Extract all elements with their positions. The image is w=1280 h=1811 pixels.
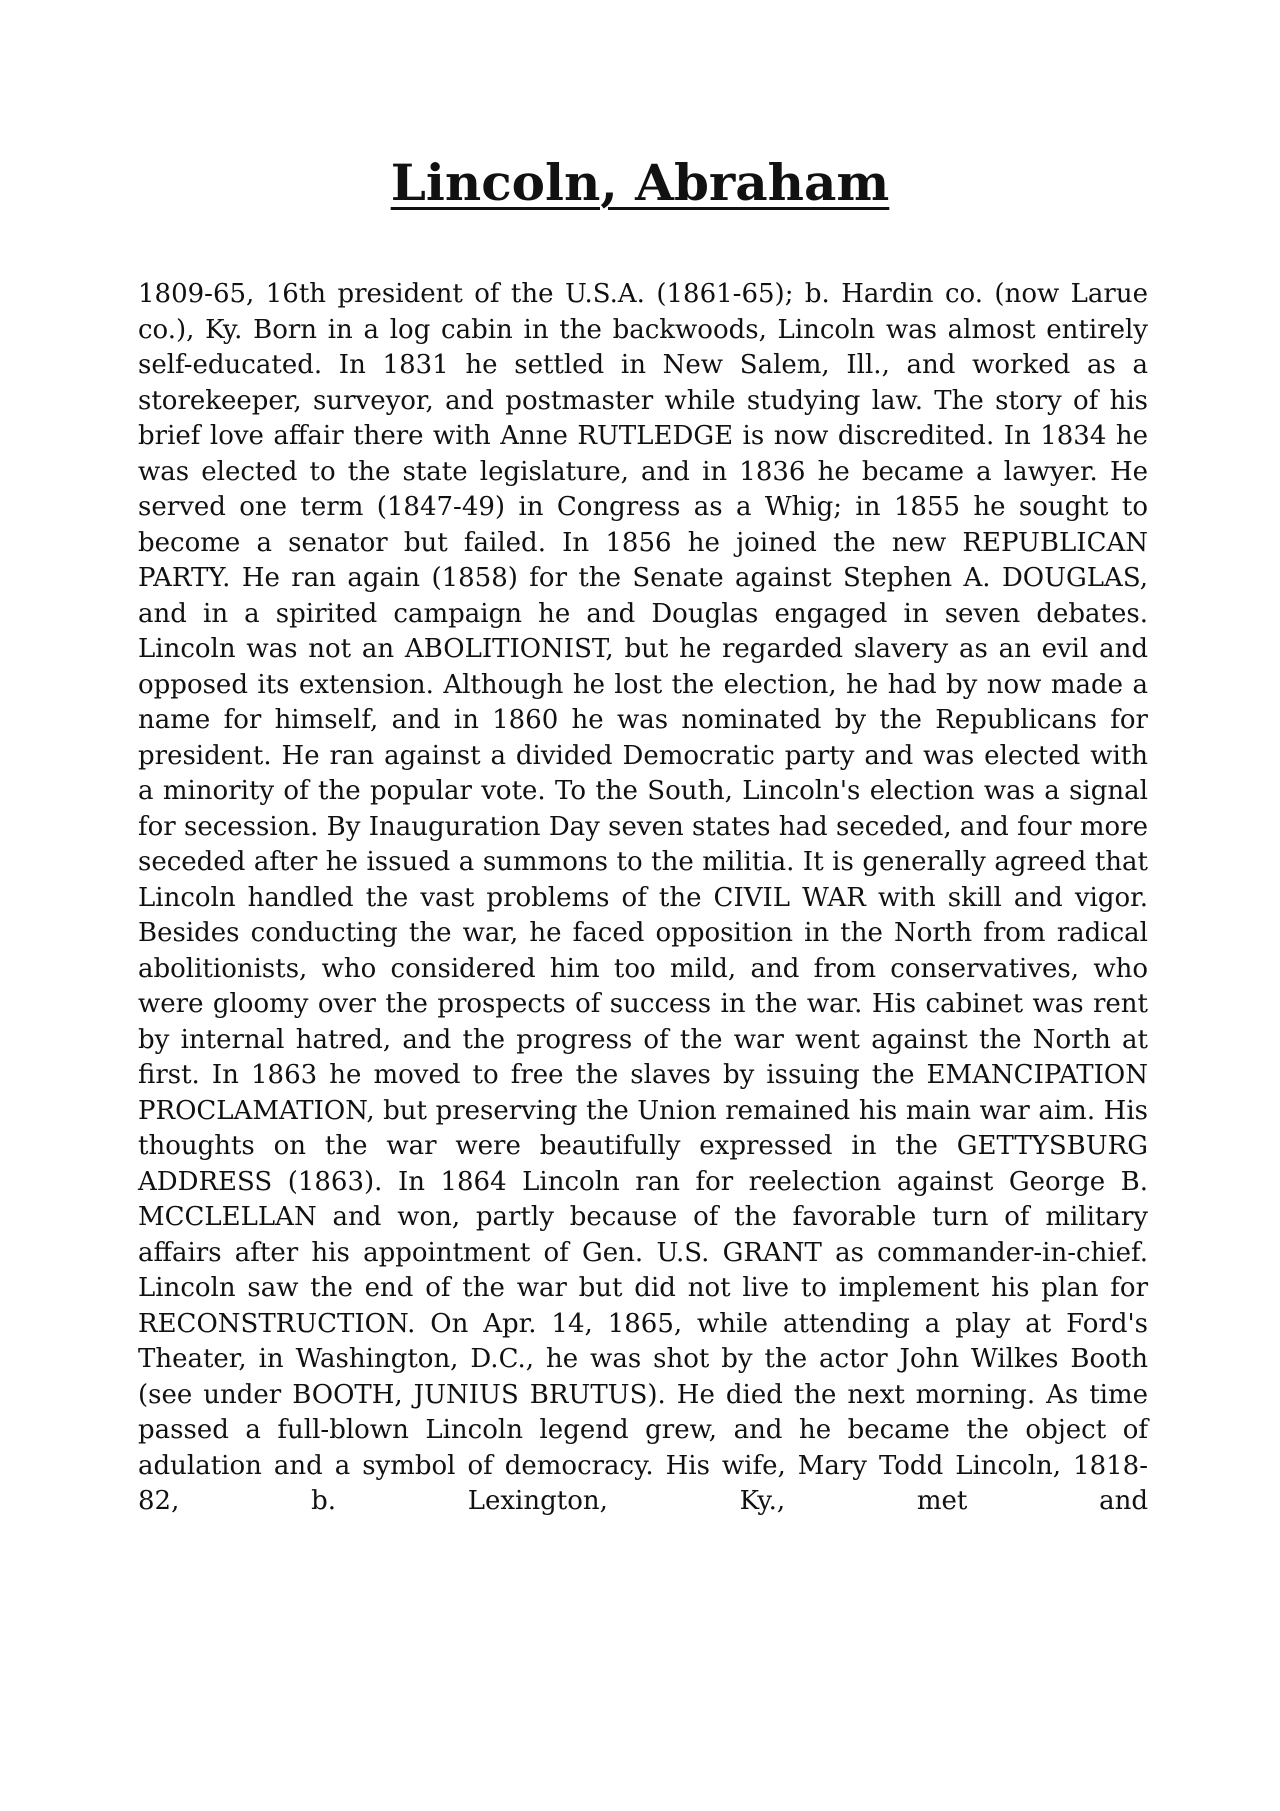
body-paragraph: 1809-65, 16th president of the U.S.A. (1861-65); b. Hardin co. (now Larue co.), Ky. Born in a log cabin in the backwoods, Lincoln was almost entirely self-educated. In 1831 he settled in New Salem, Ill., and worked as a storekeeper, surveyor, and postmaster while studying law. The story of his brief love affair there with Anne RUTLEDGE is now discredited. In 1834 he was elected to the state legislature, and in 1836 he became a lawyer. He served one term (1847-49) in Congress as a Whig; in 1855 he sought to become a senator but failed. In 1856 he joined the new REPUBLICAN PARTY. He ran again (1858) for the Senate against Stephen A. DOUGLAS, and in a spirited campaign he and Douglas engaged in seven debates. Lincoln was not an ABOLITIONIST, but he regarded slavery as an evil and opposed its extension. Although he lost the election, he had by now made a name for himself, and in 1860 he was nominated by the Republicans for president. He ran against a divided Democratic party and was elected with a minority of the popular vote. To the South, Lincoln's election was a signal for secession. By Inauguration Day seven states had seceded, and four more seceded after he issued a summons to the militia. It is generally agreed that Lincoln handled the vast problems of the CIVIL WAR with skill and vigor. Besides conducting the war, he faced opposition in the North from radical abolitionists, who considered him too mild, and from conservatives, who were gloomy over the prospects of success in the war. His cabinet was rent by internal hatred, and the progress of the war went against the North at first. In 1863 he moved to free the slaves by issuing the EMANCIPATION PROCLAMATION, but preserving the Union remained his main war aim. His thoughts on the war were beautifully expressed in the GETTYSBURG ADDRESS (1863). In 1864 Lincoln ran for reelection against George B. MCCLELLAN and won, partly because of the favorable turn of military affairs after his appointment of Gen. U.S. GRANT as commander-in-chief. Lincoln saw the end of the war but did not live to implement his plan for RECONSTRUCTION. On Apr. 14, 1865, while attending a play at Ford's Theater, in Washington, D.C., he was shot by the actor John Wilkes Booth (see under BOOTH, JUNIUS BRUTUS). He died the next morning. As time passed a full-blown Lincoln legend grew, and he became the object of adulation and a symbol of democracy. His wife, Mary Todd Lincoln, 1818-82, b. Lexington, Ky., met and <box>138 279 1148 1516</box>
page-title: Lincoln, Abraham <box>390 153 890 212</box>
